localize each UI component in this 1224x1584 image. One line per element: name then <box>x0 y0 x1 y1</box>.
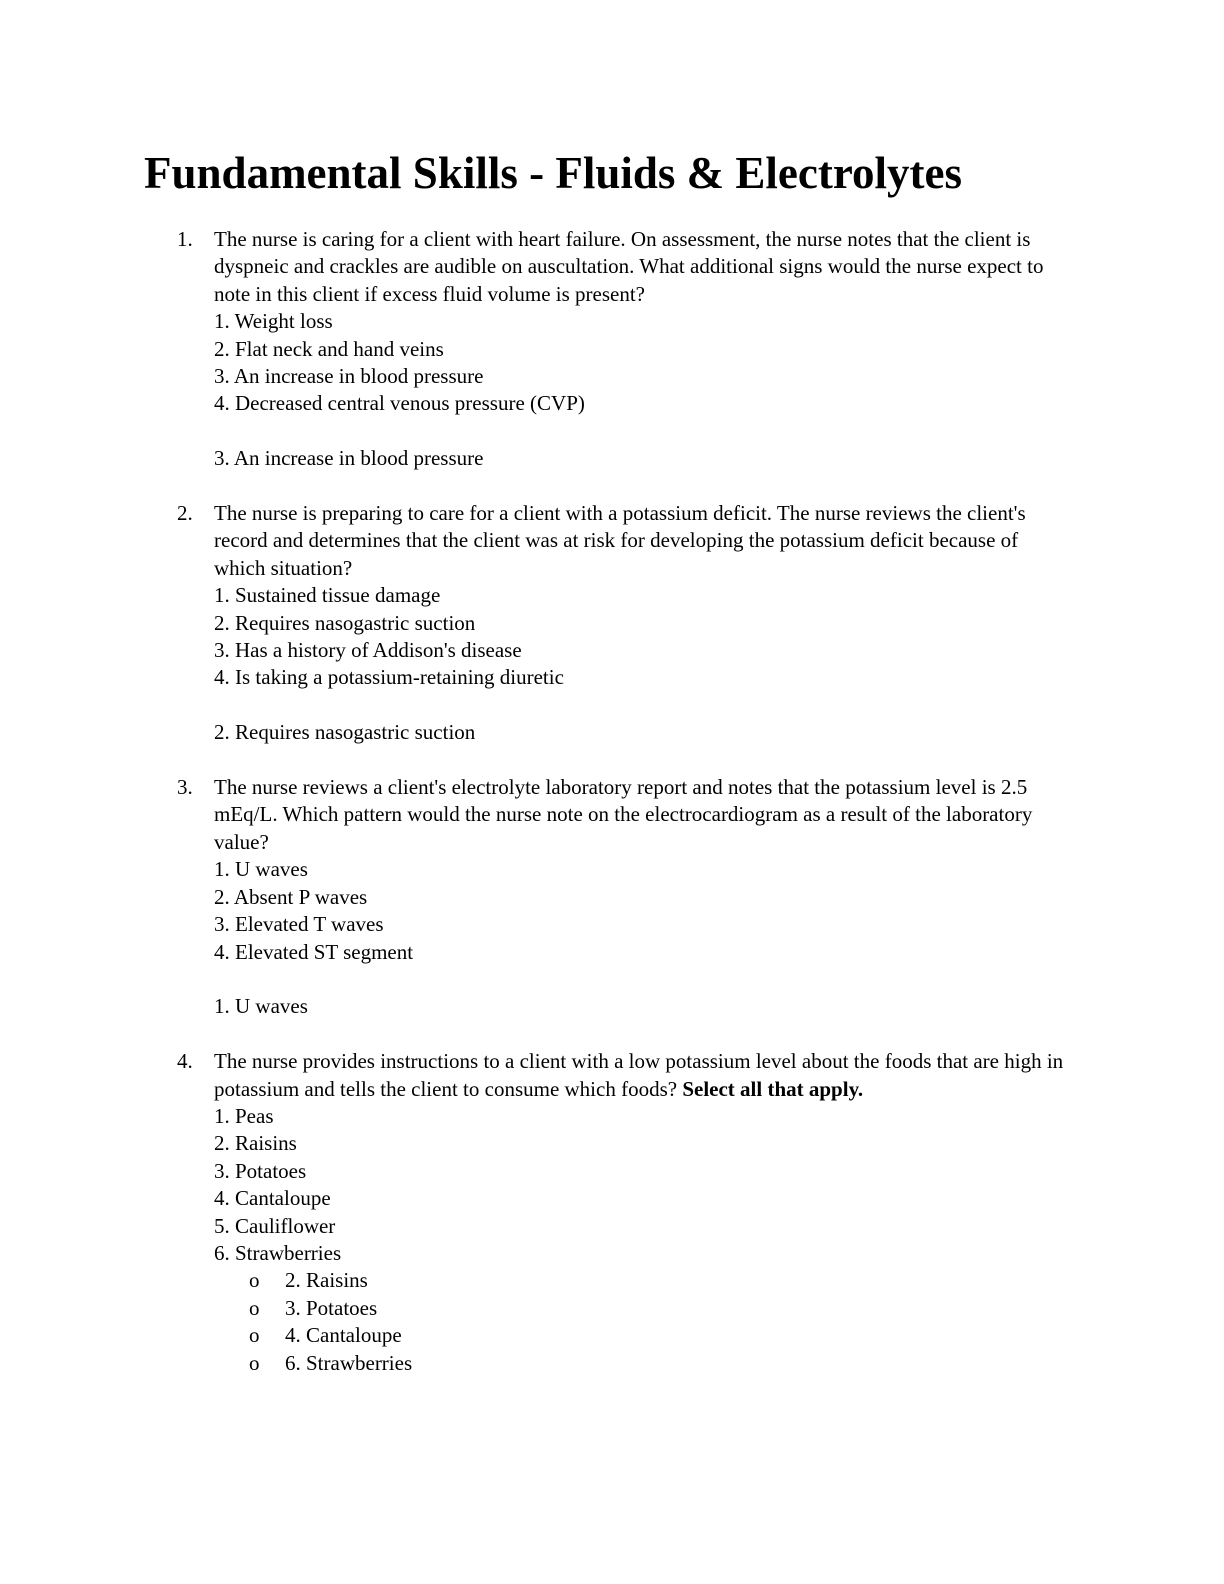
option-item: 1. Peas <box>214 1103 274 1128</box>
option-item: 4. Decreased central venous pressure (CVP) <box>214 391 585 416</box>
option-item: 2. Requires nasogastric suction <box>214 610 476 635</box>
bullet-marker: o <box>249 1295 260 1320</box>
question-body <box>214 226 1074 473</box>
answer-item-text: 6. Strawberries <box>285 1350 413 1375</box>
select-all-instruction: Select all that apply. <box>682 1076 864 1101</box>
question-stem: The nurse reviews a client's electrolyte laboratory report and notes that the potassium level is 2.5 mEq/L. Which pattern would the nurse note on the electrocardiogram as a result of the laboratory value? <box>214 775 1033 854</box>
option-item: 1. Sustained tissue damage <box>214 583 441 608</box>
bullet-marker: o <box>249 1323 260 1348</box>
question-1 <box>0 226 1224 473</box>
option-item: 2. Raisins <box>214 1131 297 1156</box>
answer-item-text: 3. Potatoes <box>285 1295 378 1320</box>
option-list <box>214 308 1074 418</box>
option-list <box>214 1103 1074 1267</box>
answer-item <box>249 1267 1074 1294</box>
answer-text: 3. An increase in blood pressure <box>214 446 484 471</box>
answer-item <box>249 1350 1074 1377</box>
option-item: 6. Strawberries <box>214 1240 342 1265</box>
question-stem <box>214 1048 1074 1103</box>
bullet-marker: o <box>249 1268 260 1293</box>
answer-item <box>249 1295 1074 1322</box>
option-list <box>214 856 1074 966</box>
answer-list <box>214 1267 1074 1377</box>
question-body <box>214 1048 1074 1377</box>
question-body <box>214 774 1074 1021</box>
option-item: 3. Has a history of Addison's disease <box>214 638 522 663</box>
question-number: 1. <box>177 227 193 251</box>
question-stem: The nurse is caring for a client with heart failure. On assessment, the nurse notes that the client is dyspneic and crackles are audible on auscultation. What additional signs would the nurse expect to note in this client if excess fluid volume is present? <box>214 227 1044 306</box>
question-number: 4. <box>177 1049 193 1074</box>
question-body <box>214 500 1074 747</box>
option-item: 3. An increase in blood pressure <box>214 364 484 389</box>
question-3 <box>0 774 1224 1021</box>
option-item: 4. Is taking a potassium-retaining diuretic <box>214 665 564 690</box>
question-stem-text: The nurse provides instructions to a client with a low potassium level about the foods that are high in potassium and tells the client to consume which foods? <box>214 1049 1064 1101</box>
option-item: 3. Elevated T waves <box>214 912 384 937</box>
option-item: 2. Absent P waves <box>214 884 368 909</box>
option-item: 5. Cauliflower <box>214 1213 336 1238</box>
option-item: 1. Weight loss <box>214 309 333 334</box>
answer-text: 1. U waves <box>214 994 308 1019</box>
question-2 <box>0 500 1224 747</box>
question-number: 2. <box>177 501 193 526</box>
question-4 <box>0 1048 1224 1377</box>
option-item: 4. Cantaloupe <box>214 1186 331 1211</box>
answer-item-text: 4. Cantaloupe <box>285 1323 402 1348</box>
option-item: 4. Elevated ST segment <box>214 939 414 964</box>
question-list <box>0 226 1224 1404</box>
answer-item <box>249 1322 1074 1349</box>
question-stem: The nurse is preparing to care for a client with a potassium deficit. The nurse reviews the client's record and determines that the client was at risk for developing the potassium deficit because of which situation? <box>214 501 1026 580</box>
question-number: 3. <box>177 775 193 800</box>
option-list <box>214 582 1074 692</box>
bullet-marker: o <box>249 1350 260 1375</box>
option-item: 1. U waves <box>214 857 308 882</box>
page-title: Fundamental Skills - Fluids & Electrolytes <box>144 148 962 198</box>
answer-text: 2. Requires nasogastric suction <box>214 720 476 745</box>
option-item: 2. Flat neck and hand veins <box>214 336 444 361</box>
answer-item-text: 2. Raisins <box>285 1268 368 1293</box>
option-item: 3. Potatoes <box>214 1158 307 1183</box>
